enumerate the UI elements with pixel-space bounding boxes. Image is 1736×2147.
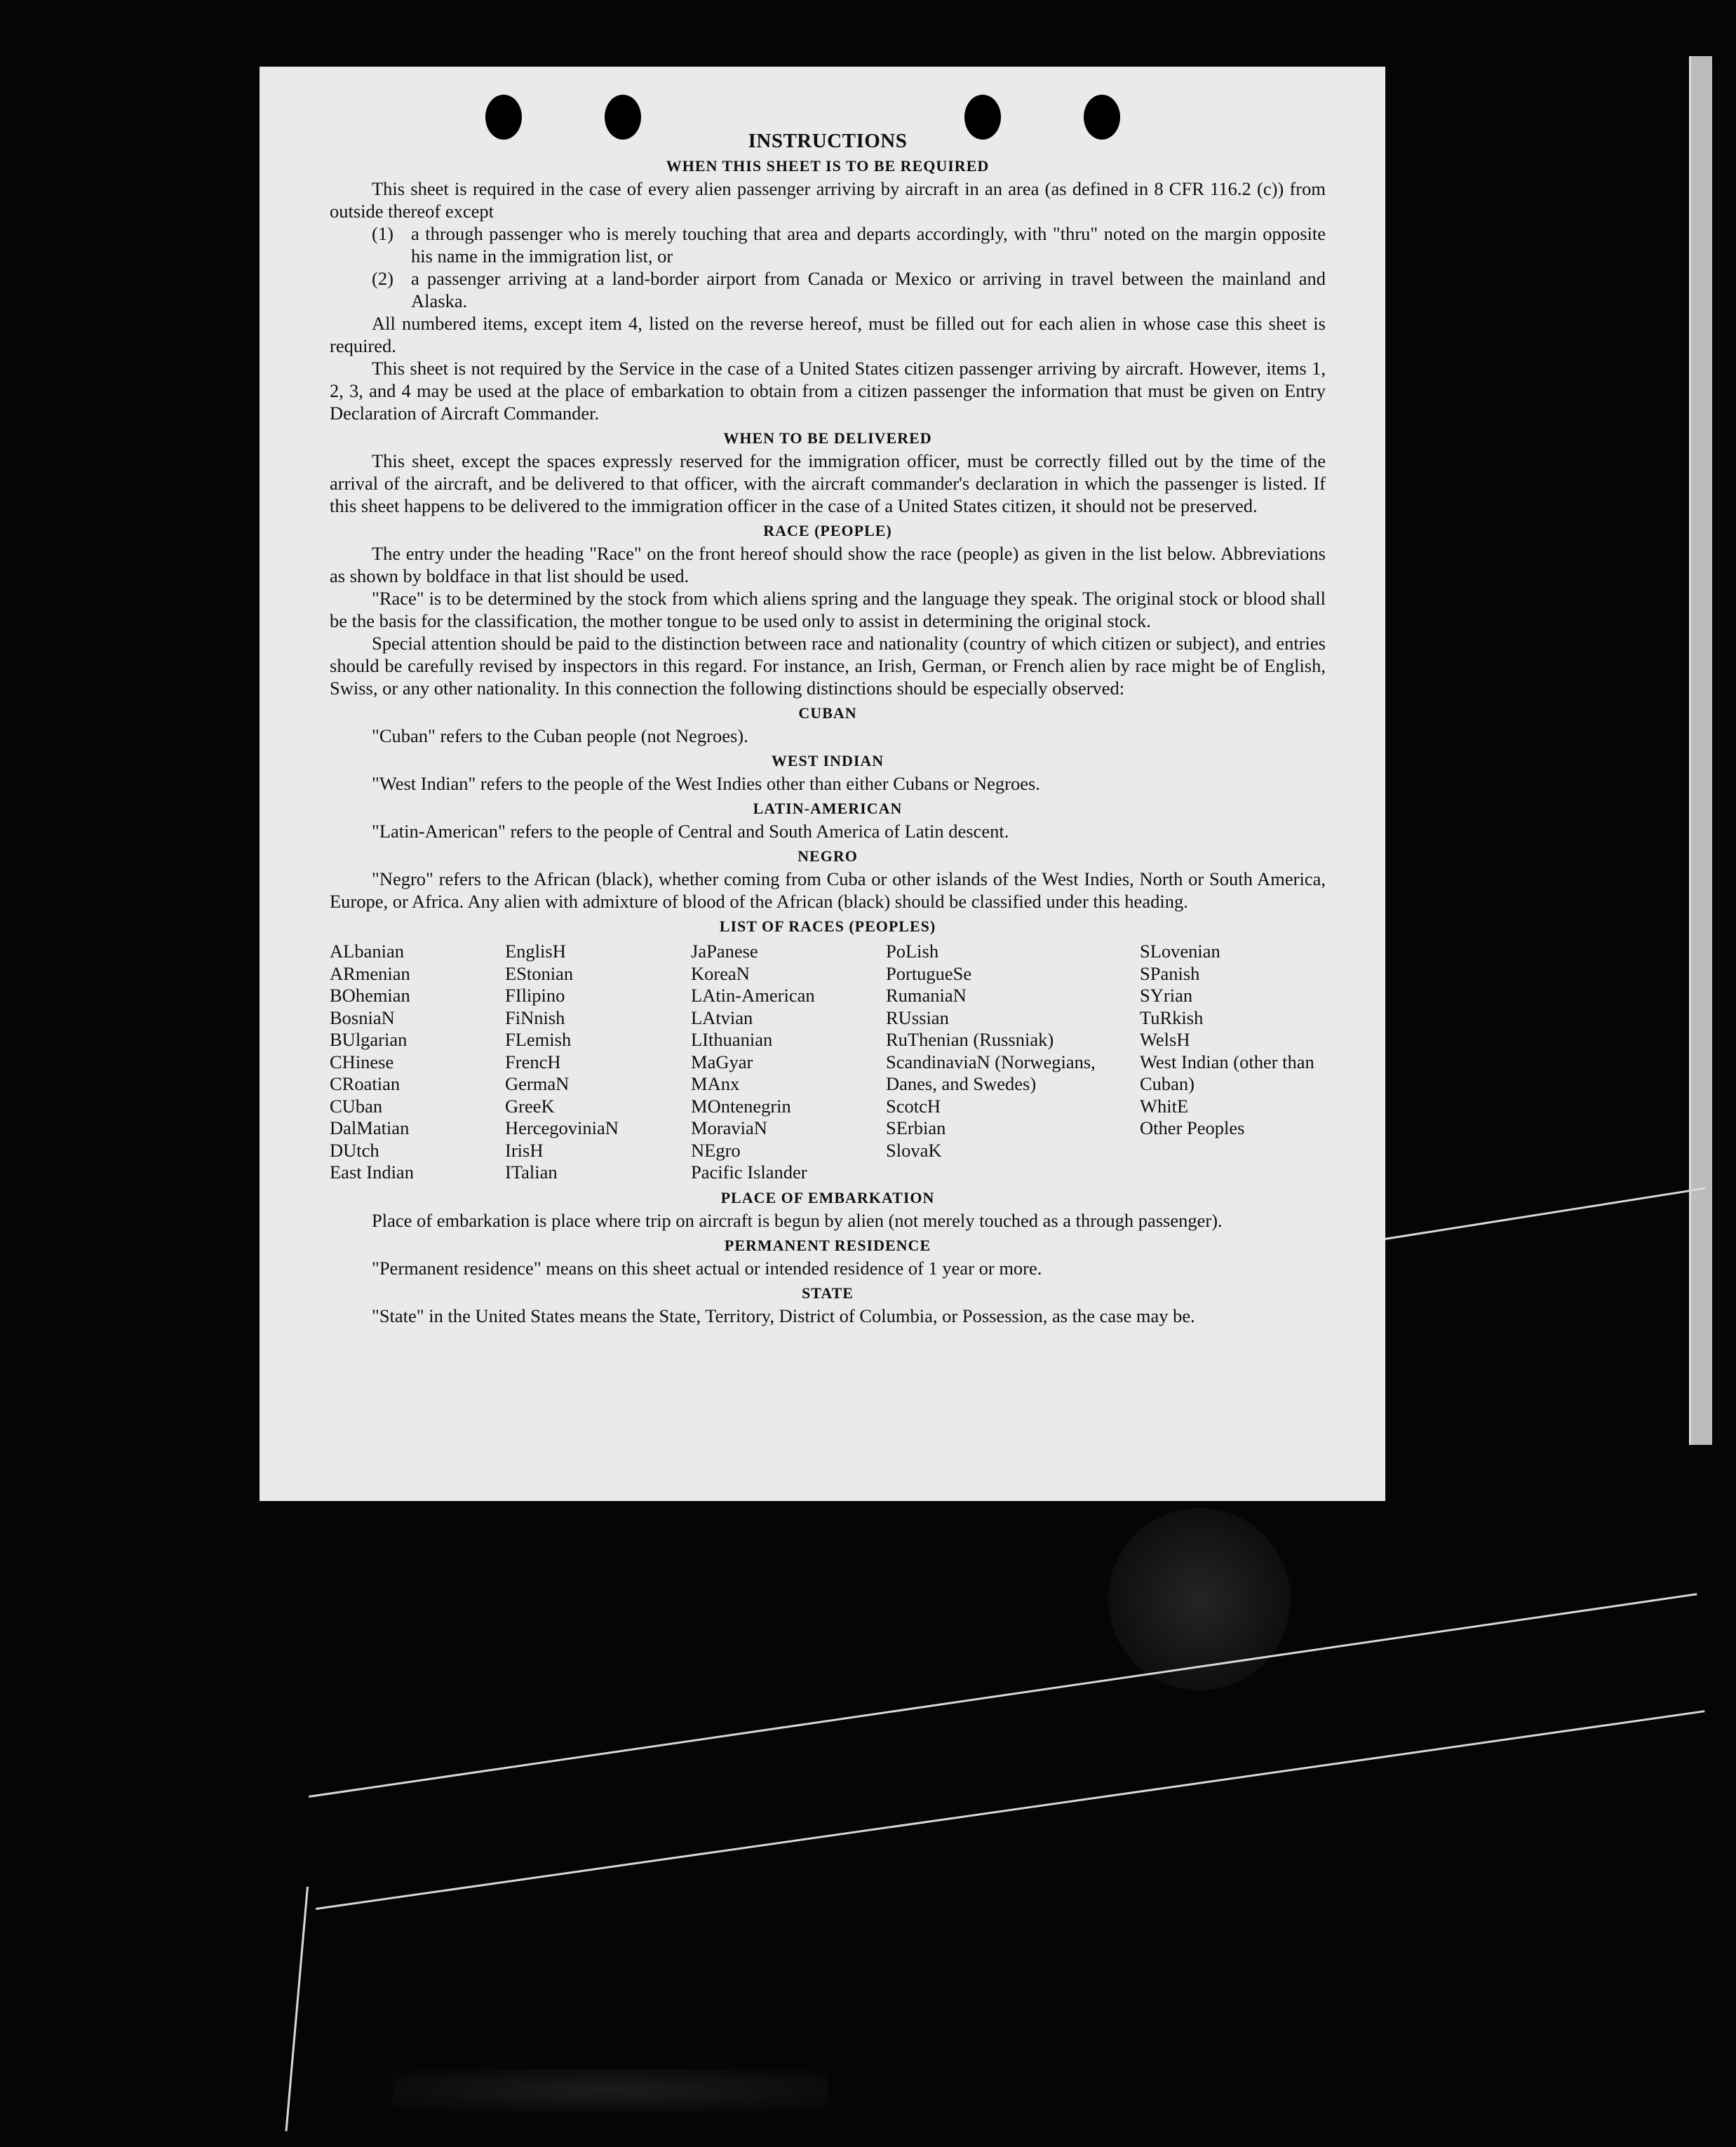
paragraph: "Permanent residence" means on this sheet actual or intended residence of 1 year or more.: [372, 1257, 1042, 1279]
race-entry: LIthuanian: [691, 1029, 773, 1050]
race-entry: LAtvian: [691, 1007, 753, 1028]
race-entry: ALbanian: [330, 941, 404, 962]
race-entry: PortugueSe: [886, 962, 972, 984]
section-heading: WEST INDIAN: [771, 752, 884, 769]
race-entry: SlovaK: [886, 1139, 942, 1161]
punch-hole: [1084, 95, 1120, 140]
paragraph: This sheet is required in the case of every alien passenger arriving by aircraft in an area (as defined in 8 CFR 116.2 (c)) from outside thereof except: [330, 178, 1326, 222]
race-entry: GreeK: [505, 1095, 555, 1117]
list-item: [330, 267, 1326, 312]
races-column: [886, 941, 1140, 1184]
race-entry: HercegoviniaN: [505, 1117, 619, 1138]
list-item: [330, 222, 1326, 267]
race-entry: ARmenian: [330, 962, 410, 984]
race-entry: BUlgarian: [330, 1029, 408, 1050]
race-entry: EnglisH: [505, 941, 566, 962]
section-heading: CUBAN: [798, 704, 857, 722]
document-title: INSTRUCTIONS: [748, 130, 908, 152]
punch-hole: [485, 95, 522, 140]
section-heading: RACE (PEOPLE): [763, 522, 892, 539]
race-entry: WhitE: [1140, 1095, 1189, 1117]
race-entry: ScandinaviaN (Norwegians, Danes, and Swedes): [886, 1051, 1096, 1094]
film-crease-line: [285, 1887, 309, 2132]
race-entry: DalMatian: [330, 1117, 410, 1138]
section-heading: PERMANENT RESIDENCE: [724, 1236, 931, 1254]
section-heading: WHEN TO BE DELIVERED: [723, 429, 932, 447]
paragraph: Special attention should be paid to the distinction between race and nationality (country of which citizen or subject), and entries should be carefully revised by inspectors in this regard. For instance, an Irish, German, or French alien by race might be of English, Swiss, or any other nationality. In this connection the following distinctions should be especially observed:: [330, 633, 1326, 699]
race-entry: RuThenian (Russniak): [886, 1029, 1054, 1050]
races-list-heading: LIST OF RACES (PEOPLES): [719, 917, 936, 935]
film-smudge: [1108, 1508, 1291, 1690]
section-heading: STATE: [802, 1284, 854, 1302]
paragraph: The entry under the heading "Race" on the front hereof should show the race (people) as given in the list below. Abbreviations as shown by boldface in that list should be used.: [330, 543, 1326, 586]
document-body: [330, 155, 1326, 1327]
race-entry: KoreaN: [691, 962, 750, 984]
race-entry: West Indian (other than Cuban): [1140, 1051, 1314, 1094]
race-entry: Pacific Islander: [691, 1162, 807, 1183]
races-list: [330, 941, 1326, 1184]
race-entry: PoLish: [886, 941, 939, 962]
section-heading: LATIN-AMERICAN: [753, 800, 903, 817]
paragraph: "State" in the United States means the State, Territory, District of Columbia, or Possession, as the case may be.: [372, 1305, 1195, 1326]
race-entry: GermaN: [505, 1073, 570, 1094]
race-entry: MaGyar: [691, 1051, 753, 1072]
paragraph: "Latin-American" refers to the people of Central and South America of Latin descent.: [372, 821, 1009, 842]
race-entry: FrencH: [505, 1051, 561, 1072]
race-entry: MAnx: [691, 1073, 740, 1094]
race-entry: TuRkish: [1140, 1007, 1204, 1028]
race-entry: Other Peoples: [1140, 1117, 1245, 1138]
adjacent-page-edge: [1689, 56, 1712, 1445]
race-entry: BosniaN: [330, 1007, 395, 1028]
paragraph: "Cuban" refers to the Cuban people (not Negroes).: [372, 725, 748, 746]
race-entry: WelsH: [1140, 1029, 1190, 1050]
race-entry: East Indian: [330, 1162, 414, 1183]
film-crease-line: [316, 1710, 1704, 1910]
paragraph: All numbered items, except item 4, listed on the reverse hereof, must be filled out for each alien in whose case this sheet is required.: [330, 313, 1326, 356]
race-entry: EStonian: [505, 962, 574, 984]
race-entry: BOhemian: [330, 985, 410, 1006]
section-heading: NEGRO: [798, 847, 858, 865]
list-number: (2): [372, 268, 393, 289]
race-entry: CRoatian: [330, 1073, 401, 1094]
race-entry: CHinese: [330, 1051, 394, 1072]
film-crease-line: [309, 1593, 1697, 1798]
race-entry: JaPanese: [691, 941, 758, 962]
paragraph: Place of embarkation is place where trip on aircraft is begun by alien (not merely touched as a through passenger).: [372, 1209, 1223, 1231]
paragraph: This sheet, except the spaces expressly reserved for the immigration officer, must be correctly filled out by the time of the arrival of the aircraft, and be delivered to that officer, with the aircraft commander's declaration in which the passenger is listed. If this sheet happens to be delivered to the immigration officer in the case of a United States citizen, it should not be preserved.: [330, 450, 1326, 516]
list-text: a through passenger who is merely touching that area and departs accordingly, with "thru" noted on the margin opposite his name in the immigration list, or: [411, 223, 1326, 267]
races-column: [1140, 941, 1315, 1184]
race-entry: ScotcH: [886, 1095, 941, 1117]
race-entry: RUssian: [886, 1007, 949, 1028]
race-entry: SYrian: [1140, 985, 1193, 1006]
race-entry: LAtin-American: [691, 985, 815, 1006]
punch-hole: [964, 95, 1001, 140]
race-entry: SErbian: [886, 1117, 946, 1138]
paragraph: This sheet is not required by the Service in the case of a United States citizen passenger arriving by aircraft. However, items 1, 2, 3, and 4 may be used at the place of embarkation to obtain from a citizen passenger the information that must be given on Entry Declaration of Aircraft Commander.: [330, 358, 1326, 424]
list-text: a passenger arriving at a land-border airport from Canada or Mexico or arriving in travel between the mainland and Alaska.: [411, 268, 1326, 311]
race-entry: MOntenegrin: [691, 1095, 791, 1117]
paragraph: "Negro" refers to the African (black), whether coming from Cuba or other islands of the West Indies, North or South America, Europe, or Africa. Any alien with admixture of blood of the African (black) should be classified under this heading.: [330, 868, 1326, 912]
section-heading: PLACE OF EMBARKATION: [720, 1188, 935, 1206]
section-heading: WHEN THIS SHEET IS TO BE REQUIRED: [666, 157, 990, 175]
race-entry: CUban: [330, 1095, 383, 1117]
document-page: [260, 67, 1385, 1501]
race-entry: SLovenian: [1140, 941, 1220, 962]
races-column: [691, 941, 886, 1184]
race-entry: DUtch: [330, 1139, 379, 1161]
film-smudge: [393, 2069, 828, 2111]
race-entry: SPanish: [1140, 962, 1200, 984]
punch-hole: [605, 95, 641, 140]
race-entry: MoraviaN: [691, 1117, 767, 1138]
list-number: (1): [372, 223, 393, 244]
race-entry: RumaniaN: [886, 985, 967, 1006]
race-entry: ITalian: [505, 1162, 558, 1183]
race-entry: FLemish: [505, 1029, 572, 1050]
race-entry: NEgro: [691, 1139, 741, 1161]
paragraph: "Race" is to be determined by the stock from which aliens spring and the language they speak. The original stock or blood shall be the basis for the classification, the mother tongue to be used only to assist in determining the original stock.: [330, 588, 1326, 631]
race-entry: FIlipino: [505, 985, 565, 1006]
race-entry: IrisH: [505, 1139, 544, 1161]
races-column: [330, 941, 505, 1184]
paragraph: "West Indian" refers to the people of the West Indies other than either Cubans or Negroes.: [372, 773, 1040, 794]
races-column: [505, 941, 691, 1184]
race-entry: FiNnish: [505, 1007, 565, 1028]
